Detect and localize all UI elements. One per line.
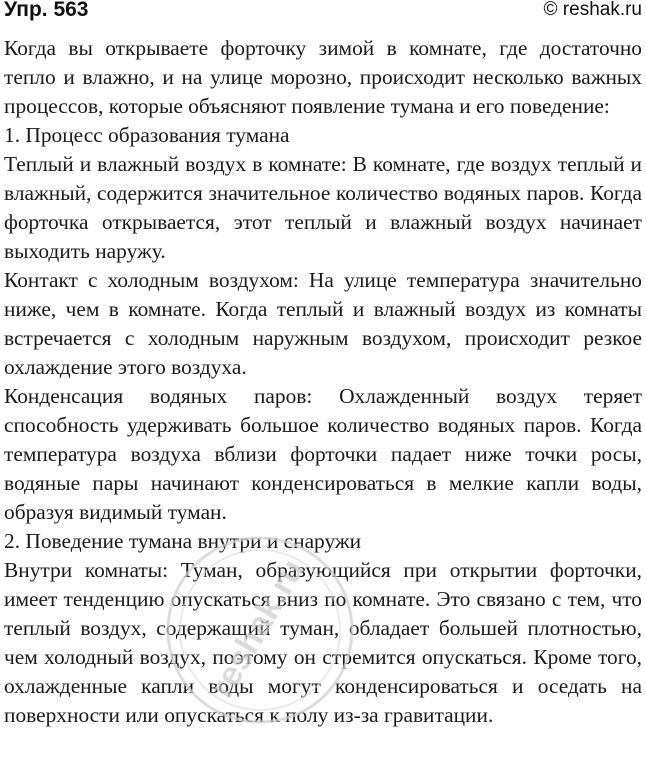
answer-text xyxy=(4,34,642,730)
paragraph-cold-contact: Контакт с холодным воздухом: На улице температура значительно ниже, чем в комнате. Когда теплый и влажный воздух из комнаты встречается с холодным наружным воздухом, происходит резкое охлаждение этого воздуха. xyxy=(4,268,642,379)
site-credit: © reshak.ru xyxy=(543,0,642,20)
exercise-title: Упр. 563 xyxy=(4,0,89,21)
page-header xyxy=(0,0,646,28)
intro-paragraph: Когда вы открываете форточку зимой в комнате, где достаточно тепло и влажно, и на улице морозно, происходит несколько важных процессов, которые объясняют появление тумана и его поведение: xyxy=(4,36,642,118)
section-heading-2: 2. Поведение тумана внутри и снаружи xyxy=(4,529,362,553)
paragraph-condensation: Конденсация водяных паров: Охлажденный воздух теряет способность удерживать большое количество водяных паров. Когда температура воздуха вблизи форточки падает ниже точки росы, водяные пары начинают конденсироваться в мелкие капли воды, образуя видимый туман. xyxy=(4,384,642,524)
section-heading-1: 1. Процесс образования тумана xyxy=(4,123,290,147)
paragraph-inside-room: Внутри комнаты: Туман, образующийся при открытии форточки, имеет тенденцию опускаться вниз по комнате. Это связано с тем, что теплый воздух, содержащий туман, обладает большей плотностью, чем холодный воздух, поэтому он стремится опускаться. Кроме того, охлажденные капли воды могут конденсироваться и оседать на поверхности или опускаться к полу из-за гравитации. xyxy=(4,558,642,727)
svg-text:reshak.ru: reshak.ru xyxy=(202,552,313,705)
paragraph-warm-air: Теплый и влажный воздух в комнате: В комнате, где воздух теплый и влажный, содержится значительное количество водяных паров. Когда форточка открывается, этот теплый и влажный воздух начинает выходить наружу. xyxy=(4,152,642,263)
